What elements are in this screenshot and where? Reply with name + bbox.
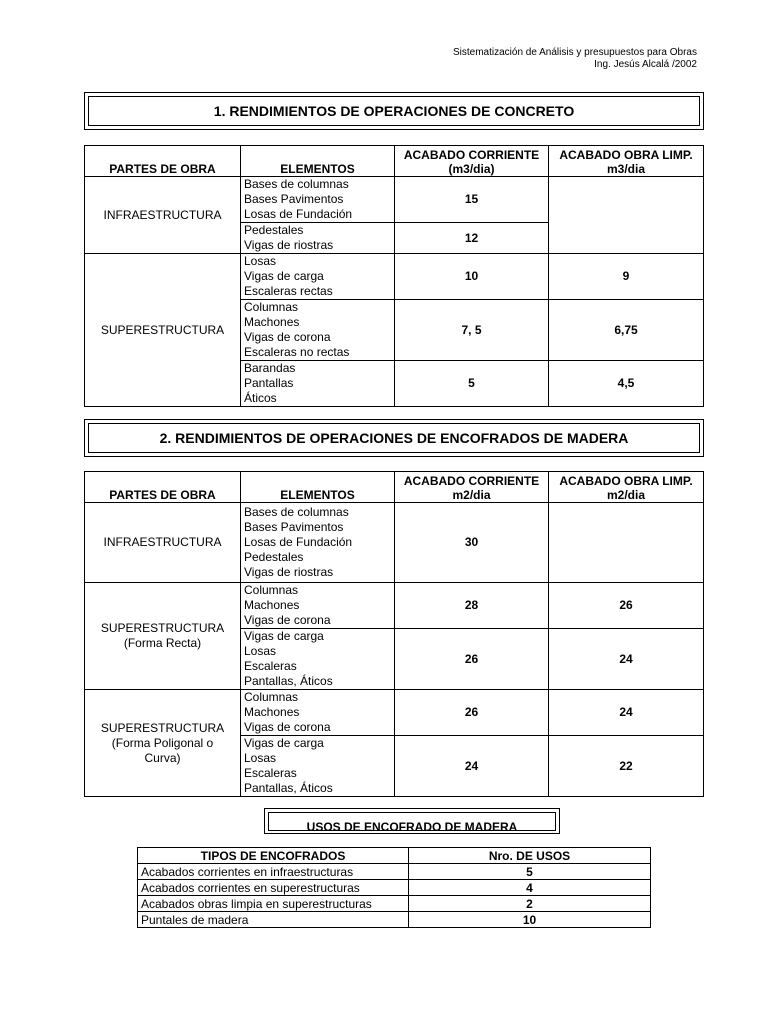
value-limp: 4,5 [549,361,704,407]
elementos-cell [241,629,395,690]
table-row [138,896,651,912]
section1-title: 1. RENDIMIENTOS DE OPERACIONES DE CONCRETO [88,96,700,126]
partes-superestructura-recta [85,583,241,690]
value-limp: 24 [549,629,704,690]
usos-title: USOS DE ENCOFRADO DE MADERA [306,820,518,831]
elemento: Vigas de carga [244,736,324,750]
elemento: Escaleras [244,766,297,780]
elemento: Bases Pavimentos [244,192,344,206]
tipo-encofrado: Acabados corrientes en infraestructuras [138,864,409,880]
partes-label-line: Curva) [144,750,181,765]
elemento: Vigas de corona [244,720,331,734]
elemento: Barandas [244,361,296,375]
elemento: Vigas de riostras [244,238,334,252]
nro-usos: 10 [409,912,651,928]
col-corriente-header [395,146,549,177]
tipo-encofrado: Puntales de madera [138,912,409,928]
header-title: Sistematización de Análisis y presupuestos para Obras [452,47,697,58]
partes-label-line: (Forma Recta) [123,636,202,650]
value-corriente: 26 [395,690,549,736]
col-limp-header-line2: m2/dia [606,488,645,502]
elemento: Machones [244,315,300,329]
elemento: Bases de columnas [244,505,349,519]
col-limp-header-line1: ACABADO OBRA LIMP. [559,474,693,488]
elementos-cell [241,361,395,407]
elemento: Pedestales [244,223,304,237]
table-row [85,254,704,300]
partes-infraestructura: INFRAESTRUCTURA [85,503,241,583]
elemento: Machones [244,705,300,719]
elemento: Pantallas [244,376,294,390]
value-corriente: 24 [395,736,549,797]
col-elementos-header: ELEMENTOS [241,472,395,503]
elemento: Losas de Fundación [244,535,353,549]
elemento: Vigas de corona [244,613,331,627]
elemento: Pantallas, Áticos [244,674,333,688]
value-corriente: 5 [395,361,549,407]
value-limp: 6,75 [549,300,704,361]
nro-usos: 4 [409,880,651,896]
elemento: Pedestales [244,550,304,564]
section1-title-box [84,92,704,130]
table-row [85,503,704,583]
elemento: Losas [244,644,277,658]
elementos-cell [241,503,395,583]
table-row [138,864,651,880]
col-limp-header-line1: ACABADO OBRA LIMP. [559,148,693,162]
elementos-cell [241,254,395,300]
elemento: Vigas de riostras [244,565,334,579]
table-row [85,690,704,736]
table-row [85,177,704,223]
elemento: Bases de columnas [244,177,349,191]
header-author: Ing. Jesús Alcalá /2002 [594,59,697,70]
col-tipos-header: TIPOS DE ENCOFRADOS [138,848,409,864]
elemento: Columnas [244,583,299,597]
elemento: Machones [244,598,300,612]
elemento: Vigas de carga [244,629,324,643]
value-corriente: 10 [395,254,549,300]
partes-infraestructura: INFRAESTRUCTURA [85,177,241,254]
elemento: Áticos [244,391,277,405]
section2-title: 2. RENDIMIENTOS DE OPERACIONES DE ENCOFRADOS DE MADERA [88,423,700,453]
concrete-yield-table [84,145,704,407]
col-corriente-header-line1: ACABADO CORRIENTE [403,148,540,162]
value-corriente: 28 [395,583,549,629]
elemento: Escaleras [244,659,297,673]
partes-label-line: SUPERESTRUCTURA [100,621,225,635]
partes-superestructura-poligonal [85,690,241,797]
partes-label-line: (Forma Poligonal o [111,735,214,750]
col-nro-header: Nro. DE USOS [409,848,651,864]
table-header-row [85,146,704,177]
nro-usos: 5 [409,864,651,880]
col-corriente-header-line2: m2/dia [452,488,491,502]
value-corriente: 26 [395,629,549,690]
table-row [138,912,651,928]
table-row [138,880,651,896]
usos-title-frame [268,812,556,831]
elementos-cell [241,736,395,797]
col-corriente-header [395,472,549,503]
tipo-encofrado: Acabados obras limpia en superestructuras [138,896,409,912]
elementos-cell [241,300,395,361]
value-limp: 26 [549,583,704,629]
value-corriente: 7, 5 [395,300,549,361]
nro-usos: 2 [409,896,651,912]
elemento: Vigas de carga [244,269,324,283]
formwork-yield-table [84,471,704,797]
value-corriente: 30 [395,503,549,583]
document-header [453,47,697,71]
usos-table [137,847,651,928]
col-corriente-header-line2: (m3/dia) [448,162,495,176]
elemento: Escaleras rectas [244,284,333,298]
value-limp [549,177,704,254]
elemento: Pantallas, Áticos [244,781,333,795]
col-partes-header: PARTES DE OBRA [85,146,241,177]
partes-superestructura: SUPERESTRUCTURA [85,254,241,407]
tipo-encofrado: Acabados corrientes en superestructuras [138,880,409,896]
elemento: Bases Pavimentos [244,520,344,534]
value-limp [549,503,704,583]
partes-label-line: SUPERESTRUCTURA [100,720,225,735]
elementos-cell [241,177,395,223]
value-corriente: 12 [395,223,549,254]
table-row [85,583,704,629]
col-limp-header-line2: m3/dia [606,162,645,176]
elemento: Columnas [244,690,299,704]
value-limp: 22 [549,736,704,797]
value-limp: 24 [549,690,704,736]
elemento: Escaleras no rectas [244,345,350,359]
usos-title-box [264,808,560,834]
elemento: Losas [244,751,277,765]
col-corriente-header-line1: ACABADO CORRIENTE [403,474,540,488]
table-header-row [138,848,651,864]
elementos-cell [241,690,395,736]
elemento: Vigas de corona [244,330,331,344]
section2-title-box [84,419,704,457]
elemento: Losas [244,254,277,268]
elementos-cell [241,583,395,629]
elemento: Columnas [244,300,299,314]
col-elementos-header: ELEMENTOS [241,146,395,177]
elemento: Losas de Fundación [244,207,353,221]
col-limp-header [549,472,704,503]
col-limp-header [549,146,704,177]
table-header-row [85,472,704,503]
value-limp: 9 [549,254,704,300]
elementos-cell [241,223,395,254]
col-partes-header: PARTES DE OBRA [85,472,241,503]
value-corriente: 15 [395,177,549,223]
